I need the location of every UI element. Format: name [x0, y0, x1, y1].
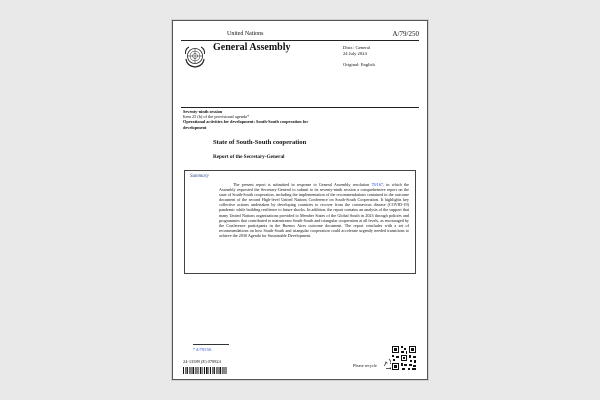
- summary-heading: Summary: [190, 174, 209, 179]
- agenda-item: Item 25 (b) of the provisional agenda*: [183, 114, 250, 120]
- session-number: Seventy-ninth session: [183, 109, 223, 114]
- agenda-title: Operational activities for development: South-South cooperation for development: [183, 119, 309, 130]
- document-title: State of South-South cooperation: [213, 139, 307, 146]
- document-page: [172, 20, 428, 380]
- document-subtitle: Report of the Secretary-General: [213, 154, 285, 160]
- recycle-label: Please recycle: [353, 363, 377, 368]
- body-name: General Assembly: [213, 42, 291, 53]
- top-divider: [181, 40, 419, 41]
- barcode-icon: [183, 367, 227, 374]
- resolution-link[interactable]: 78/167: [371, 182, 383, 187]
- summary-text-rest: , in which the Assembly requested the Secretary-General to submit to its seventy-ninth session a comprehensive report on the state of South-South cooperation, including the implementation of the recommendations contained in the outcome document of the second High-level United Nations Conference on South-South Cooperation. It highlights key collective actions undertaken by developing countries to recover from the coronavirus disease (COVID-19) pandemic while building resilience to future shocks. In addition, the report contains an analysis of the support that many United Nations organizations provided to Member States of the Global South in 2023 through policies and programmes that contributed to mainstream South-South and triangular cooperation at all levels, as encouraged by the Conference participants in the Buenos Aires outcome document. The report concludes with a set of recommendations on how South-South and triangular cooperation could accelerate urgently needed transitions to achieve the 2030 Agenda for Sustainable Development.: [219, 182, 409, 238]
- document-date: 24 July 2024: [343, 51, 367, 56]
- session-info: [183, 109, 323, 130]
- footnote[interactable]: * A/79/150.: [193, 347, 212, 352]
- job-number: 24-13589 (E) 070824: [183, 359, 221, 364]
- document-symbol: A/79/250: [392, 30, 419, 38]
- summary-text: [219, 182, 409, 238]
- footnote-divider: [193, 344, 229, 345]
- summary-box: [184, 170, 416, 274]
- summary-text-start: The present report is submitted in response to General Assembly resolution: [233, 182, 370, 187]
- un-emblem-icon: [183, 45, 207, 69]
- qr-code-icon: [391, 345, 417, 371]
- distribution: Distr.: General: [343, 45, 371, 50]
- header-divider: [181, 107, 419, 108]
- org-name: United Nations: [227, 31, 264, 37]
- original-language: Original: English: [343, 62, 375, 67]
